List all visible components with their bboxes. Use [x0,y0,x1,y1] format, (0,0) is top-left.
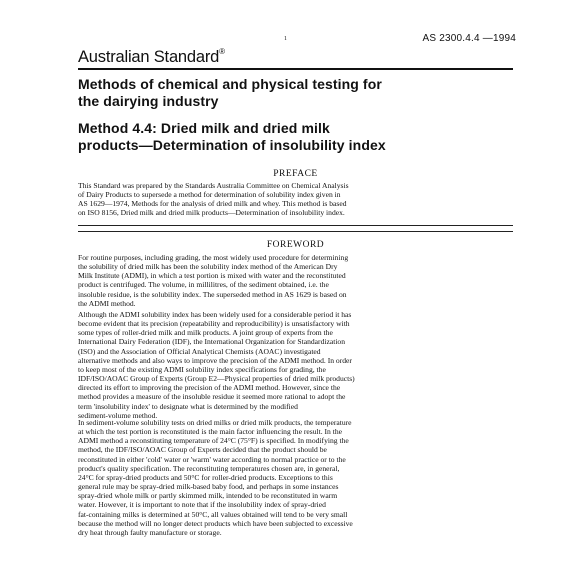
paragraph-line: the solubility of dried milk has been the solubility index method of the American Dry [78,262,338,272]
paragraph-line: method provides a measure of the insoluble residue it seemed more rational to adopt the [78,392,346,402]
page-number: 1 [284,36,287,42]
paragraph-line: at which the test portion is reconstituted is the main factor influencing the result. In the [78,427,343,437]
paragraph-line: to keep most of the existing ADMI solubility index specifications for grading, the [78,364,326,374]
paragraph-line: insoluble residue, is the solubility index. The superseded method in AS 1629 is based on [78,289,347,299]
section-divider-top [78,225,513,226]
preface-line: This Standard was prepared by the Standards Australia Committee on Chemical Analysis [78,181,349,190]
foreword-paragraph-2 [78,310,513,420]
paragraph-line: Although the ADMI solubility index has been widely used for a considerable period it has [78,310,352,319]
paragraph-line: sediment-volume method. [78,410,158,420]
preface-heading: PREFACE [273,169,318,179]
paragraph-line: 24°C for spray-dried products and 50°C for roller-dried products. Exceptions to this [78,472,333,482]
method-title [78,120,518,154]
paragraph-line: Milk Institute (ADMI), in which a test portion is mixed with water and the reconstituted [78,271,346,281]
paragraph-line: some types of roller-dried milk and milk products. A joint group of experts from the [78,328,333,338]
paragraph-line: water. However, it is important to note that if the insolubility index of spray-dried [78,500,326,510]
paragraph-line: In sediment-volume solubility tests on dried milks or dried milk products, the temperature [78,418,352,427]
paragraph-line: product's quality specification. The reconstituting temperatures chosen are, in general, [78,463,340,473]
paragraph-line: general rule may be spray-dried milk-based baby food, and perhaps in some instances [78,482,339,492]
registered-mark: ® [219,47,225,56]
foreword-heading: FOREWORD [266,240,325,250]
foreword-paragraph-1 [78,253,513,308]
paragraph-line: the ADMI method. [78,298,136,308]
paragraph-line: ADMI method a reconstituting temperature of 24°C (75°F) is specified. In modifying the [78,436,349,446]
brand-text: Australian Standard [78,48,220,66]
paragraph-line: product is centrifuged. The volume, in millilitres, of the sediment obtained, i.e. the [78,280,329,290]
paragraph-line: because the method will no longer detect products which have been subjected to excessive [78,518,353,528]
method-title-line-2: products—Determination of insolubility index [78,137,386,153]
section-divider-bottom [78,231,513,232]
standard-title-line-1: Methods of chemical and physical testing for [78,76,382,92]
brand-title [78,48,225,67]
paragraph-line: alternative methods and also ways to improve the precision of the ADMI method. In order [78,355,352,365]
paragraph-line: method, the IDF/ISO/AOAC Group of Experts decided that the product should be [78,445,327,455]
paragraph-line: term 'insolubility index' to designate what is determined by the modified [78,401,298,411]
preface-line: on ISO 8156, Dried milk and dried milk products—Determination of insolubility index. [78,208,345,218]
paragraph-line: spray-dried whole milk or partly skimmed milk, intended to be reconstituted in warm [78,491,338,501]
method-title-line-1: Method 4.4: Dried milk and dried milk [78,120,330,136]
header-rule [78,68,513,70]
paragraph-line: International Dairy Federation (IDF), the International Organization for Standardization [78,337,346,347]
paragraph-line: fat-containing milks is determined at 50°C, all values obtained will tend to be very small [78,509,348,519]
paragraph-line: reconstituted in either 'cold' water or 'warm' water according to normal practice or to the [78,454,346,464]
paragraph-line: IDF/ISO/AOAC Group of Experts (Group E2—Physical properties of dried milk products) [78,374,355,384]
paragraph-line: (ISO) and the Association of Official Analytical Chemists (AOAC) investigated [78,346,321,356]
standard-title-line-2: the dairying industry [78,93,219,109]
paragraph-line: become evident that its precision (repeatability and reproducibility) is unsatisfactory with [78,319,350,329]
paragraph-line: directed its effort to improving the precision of the ADMI method. However, since the [78,383,341,393]
preface-text [78,181,513,218]
paragraph-line: dry heat through faulty manufacture or storage. [78,527,222,537]
foreword-paragraph-3 [78,418,513,537]
paragraph-line: For routine purposes, including grading, the most widely used procedure for determining [78,253,349,262]
preface-line: AS 1629—1974, Methods for the analysis of dried milk and whey. This method is based [78,199,347,209]
standard-id: AS 2300.4.4 —1994 [422,33,516,44]
preface-line: of Dairy Products to supersede a method for determination of solubility index given in [78,190,341,200]
standard-title [78,76,518,110]
